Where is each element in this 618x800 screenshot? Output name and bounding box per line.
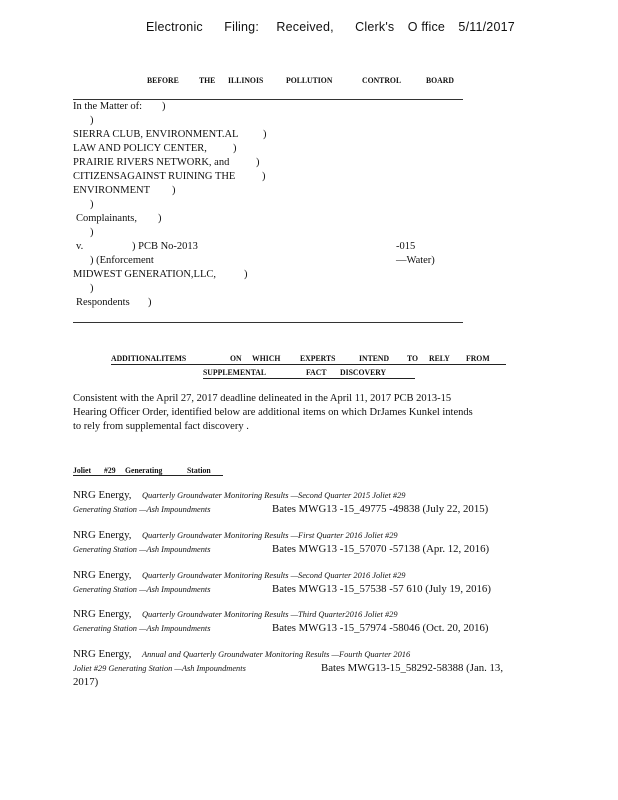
item-lead: NRG Energy, bbox=[73, 648, 132, 660]
item-title: Quarterly Groundwater Monitoring Results —First Quarter 2016 Joliet #29 bbox=[142, 531, 398, 540]
water-label: —Water) bbox=[396, 255, 435, 266]
caption-paren: ) bbox=[148, 297, 152, 308]
title-word: INTEND bbox=[359, 353, 390, 363]
header-filing: Filing: bbox=[224, 20, 260, 34]
intro-line: Hearing Officer Order, identified below are additional items on which DrJames Kunkel intends bbox=[73, 407, 473, 418]
respondents-label: Respondents bbox=[76, 297, 130, 308]
title-underline-2 bbox=[203, 378, 415, 379]
title-word: SUPPLEMENTAL bbox=[203, 367, 267, 377]
section-heading-word: Generating bbox=[125, 465, 163, 475]
caption-bottom-rule bbox=[73, 322, 463, 323]
section-heading-word: #29 bbox=[104, 465, 116, 475]
item-bates: Bates MWG13-15_58292-58388 (Jan. 13, bbox=[321, 662, 504, 674]
item-bates: Bates MWG13 -15_57070 -57138 (Apr. 12, 2016) bbox=[272, 543, 490, 555]
item-title: Quarterly Groundwater Monitoring Results —Second Quarter 2015 Joliet #29 bbox=[142, 491, 406, 500]
board-title-word: POLLUTION bbox=[286, 75, 333, 85]
complainants-label: Complainants, bbox=[76, 213, 137, 224]
intro-line: Consistent with the April 27, 2017 deadline delineated in the April 11, 2017 PCB 2013-15 bbox=[73, 393, 452, 404]
respondent-name: MIDWEST GENERATION,LLC, bbox=[73, 269, 217, 280]
title-word: FACT bbox=[306, 367, 327, 377]
caption-paren: ) bbox=[244, 269, 248, 280]
party-line-3: PRAIRIE RIVERS NETWORK, and bbox=[73, 157, 230, 168]
title-word: WHICH bbox=[252, 353, 281, 363]
versus-label: v. bbox=[76, 241, 84, 252]
caption-paren: ) bbox=[90, 115, 94, 126]
item-title-cont: Generating Station —Ash Impoundments bbox=[73, 545, 211, 554]
board-title-word: BOARD bbox=[426, 75, 454, 85]
party-line-4: CITIZENSAGAINST RUINING THE bbox=[73, 171, 236, 182]
caption-paren: ) bbox=[262, 171, 266, 182]
pcb-number-suffix: -015 bbox=[396, 241, 416, 252]
pcb-number: ) PCB No-2013 bbox=[132, 241, 198, 252]
title-word: ADDITIONALITEMS bbox=[111, 353, 187, 363]
header-date: 5/11/2017 bbox=[458, 20, 515, 34]
title-word: ON bbox=[230, 353, 242, 363]
title-word: DISCOVERY bbox=[340, 367, 387, 377]
item-lead: NRG Energy, bbox=[73, 569, 132, 581]
party-line-2: LAW AND POLICY CENTER, bbox=[73, 143, 207, 154]
board-title-word: ILLINOIS bbox=[228, 75, 264, 85]
item-bates: Bates MWG13 -15_57974 -58046 (Oct. 20, 2016) bbox=[272, 622, 489, 634]
board-title-word: CONTROL bbox=[362, 75, 402, 85]
intro-line: to rely from supplemental fact discovery . bbox=[73, 421, 249, 432]
party-line-5: ENVIRONMENT bbox=[73, 185, 150, 196]
header-clerks: Clerk's bbox=[355, 20, 395, 34]
section-heading-word: Joliet bbox=[73, 465, 92, 475]
party-line-1: SIERRA CLUB, ENVIRONMENT.AL bbox=[73, 129, 239, 140]
item-title-cont: Joliet #29 Generating Station —Ash Impoundments bbox=[73, 664, 246, 673]
enforcement-label: ) (Enforcement bbox=[90, 255, 154, 266]
title-word: TO bbox=[407, 353, 419, 363]
title-underline-1 bbox=[111, 364, 506, 365]
header-received: Received, bbox=[276, 20, 334, 34]
caption-paren: ) bbox=[90, 199, 94, 210]
caption-paren: ) bbox=[256, 157, 260, 168]
caption-paren: ) bbox=[90, 283, 94, 294]
item-bates: Bates MWG13 -15_57538 -57 610 (July 19, 2016) bbox=[272, 583, 491, 595]
item-bates: Bates MWG13 -15_49775 -49838 (July 22, 2015) bbox=[272, 503, 489, 515]
filing-header bbox=[146, 20, 515, 34]
caption-paren: ) bbox=[172, 185, 176, 196]
item-title: Quarterly Groundwater Monitoring Results —Third Quarter2016 Joliet #29 bbox=[142, 610, 398, 619]
item-title-cont: Generating Station —Ash Impoundments bbox=[73, 505, 211, 514]
item-title: Quarterly Groundwater Monitoring Results —Second Quarter 2016 Joliet #29 bbox=[142, 571, 406, 580]
item-title: Annual and Quarterly Groundwater Monitoring Results —Fourth Quarter 2016 bbox=[142, 650, 411, 659]
caption-paren: ) bbox=[158, 213, 162, 224]
caption-paren: ) bbox=[233, 143, 237, 154]
item-bates-cont: 2017) bbox=[73, 676, 99, 688]
item-title-cont: Generating Station —Ash Impoundments bbox=[73, 585, 211, 594]
section-heading-underline bbox=[73, 475, 223, 476]
header-office: O ffice bbox=[407, 20, 446, 34]
caption-paren: ) bbox=[162, 101, 166, 112]
title-word: FROM bbox=[466, 353, 490, 363]
caption-matter: In the Matter of: bbox=[73, 101, 143, 112]
caption-paren: ) bbox=[90, 227, 94, 238]
header-electronic: Electronic bbox=[146, 20, 203, 34]
item-lead: NRG Energy, bbox=[73, 489, 132, 501]
section-heading-word: Station bbox=[187, 465, 211, 475]
caption-paren: ) bbox=[263, 129, 267, 140]
board-title-word: THE bbox=[199, 75, 216, 85]
board-title-word: BEFORE bbox=[147, 75, 179, 85]
title-word: RELY bbox=[429, 353, 450, 363]
title-word: EXPERTS bbox=[300, 353, 336, 363]
item-lead: NRG Energy, bbox=[73, 608, 132, 620]
item-lead: NRG Energy, bbox=[73, 529, 132, 541]
item-title-cont: Generating Station —Ash Impoundments bbox=[73, 624, 211, 633]
